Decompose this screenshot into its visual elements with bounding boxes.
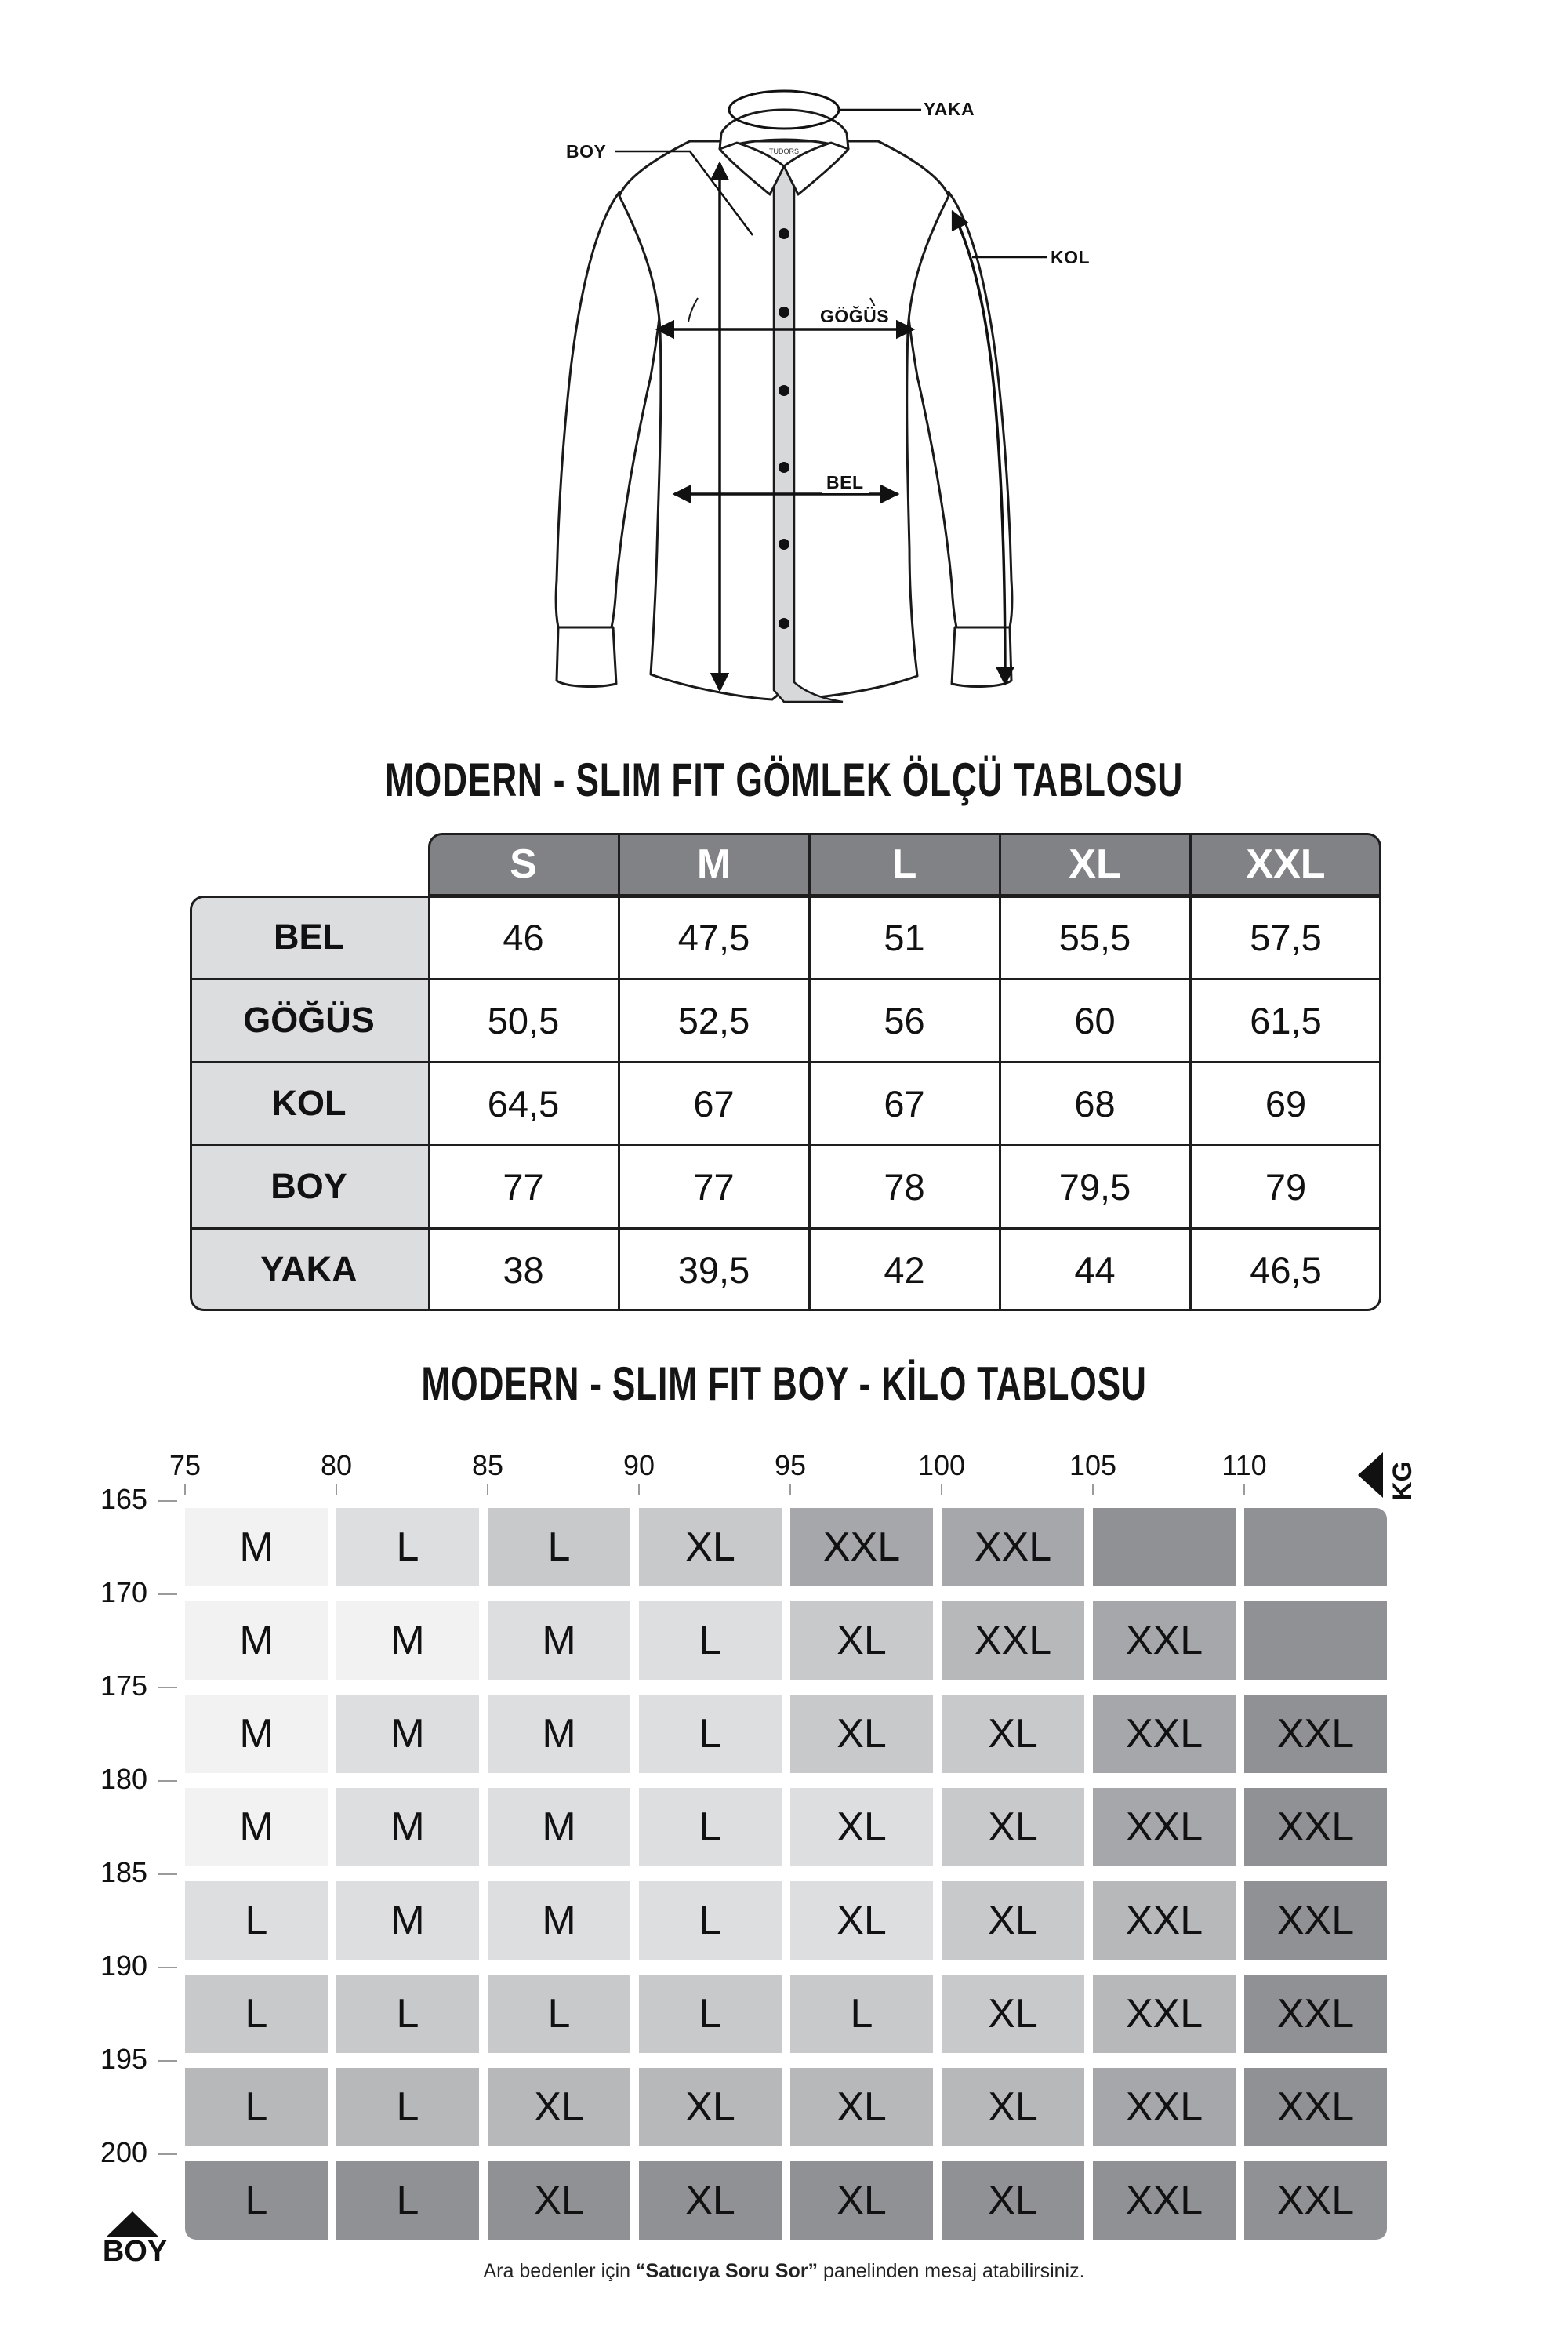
fit-grid-cell: XL bbox=[790, 1881, 933, 1960]
size-header-xxl: XXL bbox=[1246, 841, 1326, 887]
fit-grid-cell: XL bbox=[942, 2161, 1084, 2240]
height-label: 200 bbox=[100, 2136, 148, 2168]
footnote-text-bold: “Satıcıya Soru Sor” bbox=[636, 2260, 818, 2282]
fit-grid-cell: XL bbox=[942, 2068, 1084, 2146]
fit-grid-cell: XXL bbox=[1093, 1601, 1236, 1680]
fit-grid-cell: L bbox=[185, 1975, 328, 2053]
fit-grid-cell bbox=[1244, 1508, 1387, 1586]
weight-tick bbox=[487, 1484, 488, 1495]
gogus-label: GÖĞÜS bbox=[815, 306, 894, 327]
fit-grid-cell: XL bbox=[942, 1695, 1084, 1773]
fit-grid-cell: M bbox=[336, 1601, 479, 1680]
weight-tick bbox=[638, 1484, 640, 1495]
row-label-2: KOL bbox=[271, 1083, 347, 1123]
size-cell: 52,5 bbox=[677, 999, 750, 1041]
height-label: 190 bbox=[100, 1949, 148, 1982]
fit-grid-cell: XXL bbox=[1244, 2068, 1387, 2146]
fit-grid-cell: XXL bbox=[1093, 1975, 1236, 2053]
weight-label: 105 bbox=[1069, 1449, 1117, 1481]
row-label-0: BEL bbox=[274, 917, 344, 957]
fit-grid-cell: XL bbox=[488, 2161, 630, 2240]
fit-grid-cell: M bbox=[488, 1788, 630, 1866]
height-label: 180 bbox=[100, 1763, 148, 1795]
fit-grid-cell: XXL bbox=[790, 1508, 933, 1586]
height-tick bbox=[158, 1780, 177, 1782]
fit-grid-cell: XXL bbox=[942, 1601, 1084, 1680]
fit-grid-cell: XL bbox=[790, 1601, 933, 1680]
size-cell: 38 bbox=[503, 1248, 544, 1291]
weight-label: 80 bbox=[320, 1449, 353, 1481]
fit-grid-cell: L bbox=[336, 2068, 479, 2146]
fit-grid-cell: M bbox=[185, 1508, 328, 1586]
size-cell: 51 bbox=[884, 916, 925, 958]
size-cell: 47,5 bbox=[677, 916, 750, 958]
bel-label: BEL bbox=[822, 472, 869, 493]
fit-grid-cell: L bbox=[185, 2161, 328, 2240]
row-divider bbox=[190, 978, 1381, 980]
fit-grid-cell: L bbox=[336, 1975, 479, 2053]
fit-grid-cell: M bbox=[488, 1695, 630, 1773]
fit-grid-cell: XXL bbox=[942, 1508, 1084, 1586]
row-label-4: YAKA bbox=[260, 1249, 358, 1289]
weight-label: 85 bbox=[471, 1449, 504, 1481]
size-cell: 64,5 bbox=[487, 1082, 560, 1125]
fit-grid-title: MODERN - SLIM FIT BOY - KİLO TABLOSU bbox=[421, 1357, 1147, 1410]
fit-grid-cell: M bbox=[185, 1695, 328, 1773]
height-label: 170 bbox=[100, 1576, 148, 1608]
weight-tick bbox=[789, 1484, 791, 1495]
row-divider bbox=[190, 1144, 1381, 1146]
fit-grid-cell: XXL bbox=[1093, 1695, 1236, 1773]
kg-axis-label: KG bbox=[1388, 1461, 1417, 1501]
height-tick bbox=[158, 2060, 177, 2062]
fit-grid-cell: M bbox=[185, 1788, 328, 1866]
fit-grid-cell: M bbox=[488, 1881, 630, 1960]
size-cell: 67 bbox=[693, 1082, 735, 1125]
boy-label: BOY bbox=[566, 141, 607, 162]
height-label: 195 bbox=[100, 2043, 148, 2075]
size-cell: 56 bbox=[884, 999, 925, 1041]
boy-arrow-icon bbox=[107, 2211, 158, 2237]
fit-grid-cell: L bbox=[639, 1881, 782, 1960]
fit-grid-cell: L bbox=[639, 1788, 782, 1866]
boy-axis-label: BOY bbox=[102, 2235, 168, 2268]
fit-grid-cell: XXL bbox=[1244, 1695, 1387, 1773]
shirt-diagram bbox=[0, 0, 1568, 721]
fit-grid-cell: XXL bbox=[1093, 1788, 1236, 1866]
weight-label: 100 bbox=[917, 1449, 966, 1481]
kg-axis-label-wrap bbox=[1388, 1457, 1419, 1501]
kol-label: KOL bbox=[1051, 247, 1091, 267]
fit-grid-cell: XXL bbox=[1244, 1788, 1387, 1866]
fit-grid-cell: XXL bbox=[1244, 2161, 1387, 2240]
size-cell: 68 bbox=[1074, 1082, 1116, 1125]
size-cell: 67 bbox=[884, 1082, 925, 1125]
size-cell: 46 bbox=[503, 916, 544, 958]
size-cell: 39,5 bbox=[677, 1248, 750, 1291]
fit-grid-cell: XXL bbox=[1244, 1881, 1387, 1960]
size-cell: 42 bbox=[884, 1248, 925, 1291]
height-tick bbox=[158, 1500, 177, 1502]
header-divider bbox=[428, 894, 1381, 896]
height-label: 185 bbox=[100, 1856, 148, 1888]
fit-grid-cell: XL bbox=[942, 1881, 1084, 1960]
weight-tick bbox=[336, 1484, 337, 1495]
yaka-label: YAKA bbox=[924, 99, 975, 119]
fit-grid-cell: XXL bbox=[1244, 1975, 1387, 2053]
column-divider bbox=[1189, 833, 1192, 1311]
fit-grid-cell: L bbox=[639, 1695, 782, 1773]
size-cell: 61,5 bbox=[1250, 999, 1322, 1041]
weight-tick bbox=[1092, 1484, 1094, 1495]
size-header-s: S bbox=[510, 841, 537, 887]
fit-grid-cell: XL bbox=[790, 2068, 933, 2146]
row-label-3: BOY bbox=[270, 1166, 347, 1206]
row-divider bbox=[190, 1227, 1381, 1230]
fit-grid-cell: M bbox=[488, 1601, 630, 1680]
column-divider bbox=[999, 833, 1001, 1311]
shirt-illustration bbox=[0, 0, 1568, 721]
fit-grid-cell: L bbox=[639, 1975, 782, 2053]
size-header-m: M bbox=[696, 841, 731, 887]
column-divider bbox=[618, 833, 620, 1311]
fit-grid-cell: XL bbox=[639, 2161, 782, 2240]
fit-grid-cell: XL bbox=[488, 2068, 630, 2146]
brand-label: TUDORS bbox=[769, 147, 799, 155]
fit-grid-cell bbox=[1244, 1601, 1387, 1680]
weight-tick bbox=[1243, 1484, 1245, 1495]
size-cell: 50,5 bbox=[487, 999, 560, 1041]
weight-label: 90 bbox=[622, 1449, 655, 1481]
fit-grid-cell: M bbox=[336, 1788, 479, 1866]
fit-grid-cell bbox=[1093, 1508, 1236, 1586]
fit-grid-cell: XL bbox=[790, 1695, 933, 1773]
fit-grid-cell: XXL bbox=[1093, 2068, 1236, 2146]
footnote-text-after: panelinden mesaj atabilirsiniz. bbox=[818, 2260, 1085, 2282]
size-cell: 69 bbox=[1265, 1082, 1307, 1125]
weight-label: 75 bbox=[169, 1449, 201, 1481]
fit-grid-cell: L bbox=[336, 2161, 479, 2240]
size-cell: 79 bbox=[1265, 1165, 1307, 1208]
column-divider bbox=[808, 833, 811, 1311]
fit-grid-cell: XL bbox=[942, 1788, 1084, 1866]
fit-grid-cell: XL bbox=[942, 1975, 1084, 2053]
row-label-1: GÖĞÜS bbox=[243, 1000, 375, 1040]
fit-grid-cell: L bbox=[488, 1975, 630, 2053]
size-table-title: MODERN - SLIM FIT GÖMLEK ÖLÇÜ TABLOSU bbox=[384, 754, 1184, 806]
height-tick bbox=[158, 1593, 177, 1595]
size-cell: 60 bbox=[1074, 999, 1116, 1041]
size-cell: 57,5 bbox=[1250, 916, 1322, 958]
height-tick bbox=[158, 1967, 177, 1968]
footnote-text-before: Ara bedenler için bbox=[483, 2260, 637, 2282]
fit-grid-cell: L bbox=[185, 2068, 328, 2146]
fit-grid-cell: XL bbox=[639, 1508, 782, 1586]
fit-grid-cell: XXL bbox=[1093, 2161, 1236, 2240]
weight-label: 110 bbox=[1221, 1449, 1267, 1481]
size-header-l: L bbox=[891, 841, 917, 887]
size-cell: 55,5 bbox=[1058, 916, 1131, 958]
height-label: 175 bbox=[100, 1670, 148, 1702]
fit-grid-cell: L bbox=[336, 1508, 479, 1586]
height-label: 165 bbox=[100, 1483, 148, 1515]
height-tick bbox=[158, 1687, 177, 1688]
size-cell: 78 bbox=[884, 1165, 925, 1208]
size-header-xl: XL bbox=[1069, 841, 1121, 887]
fit-grid-cell: L bbox=[790, 1975, 933, 2053]
fit-grid-cell: XL bbox=[790, 1788, 933, 1866]
kg-arrow-icon bbox=[1358, 1452, 1383, 1498]
fit-grid-cell: L bbox=[185, 1881, 328, 1960]
row-divider bbox=[190, 1061, 1381, 1063]
fit-grid-cell: XL bbox=[790, 2161, 933, 2240]
weight-tick bbox=[941, 1484, 942, 1495]
size-cell: 77 bbox=[503, 1165, 544, 1208]
size-cell: 44 bbox=[1074, 1248, 1116, 1291]
fit-grid-cell: M bbox=[336, 1881, 479, 1960]
fit-grid-cell: XL bbox=[639, 2068, 782, 2146]
weight-label: 95 bbox=[774, 1449, 807, 1481]
fit-grid-cell: L bbox=[639, 1601, 782, 1680]
footnote bbox=[0, 2260, 1568, 2283]
fit-grid-cell: XXL bbox=[1093, 1881, 1236, 1960]
height-tick bbox=[158, 2153, 177, 2155]
height-tick bbox=[158, 1873, 177, 1875]
size-cell: 46,5 bbox=[1250, 1248, 1322, 1291]
fit-grid-cell: M bbox=[336, 1695, 479, 1773]
size-cell: 77 bbox=[693, 1165, 735, 1208]
weight-tick bbox=[184, 1484, 186, 1495]
fit-grid-cell: M bbox=[185, 1601, 328, 1680]
size-cell: 79,5 bbox=[1058, 1165, 1131, 1208]
fit-grid-cell: L bbox=[488, 1508, 630, 1586]
